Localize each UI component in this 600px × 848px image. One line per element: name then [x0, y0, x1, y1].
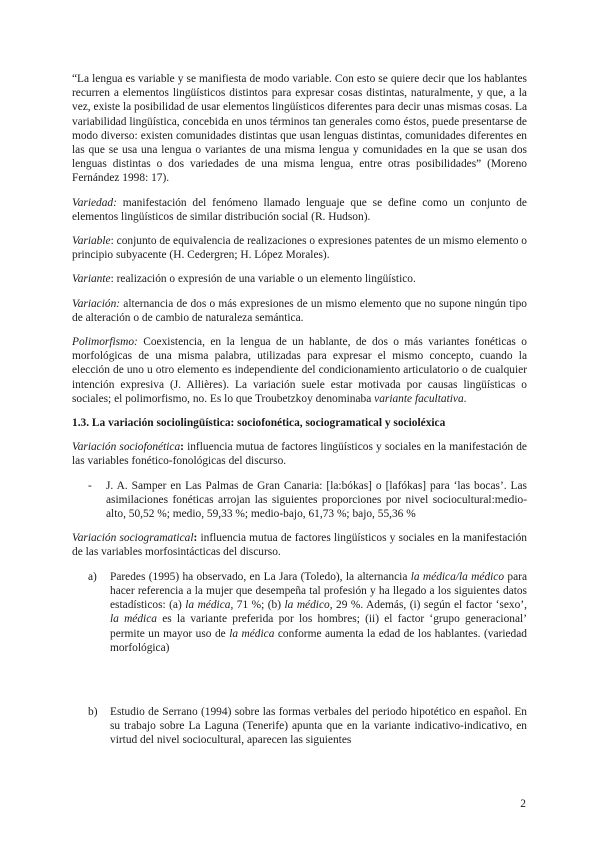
- list-item-a: [72, 570, 527, 655]
- item-italic: la médica: [110, 613, 157, 626]
- definition-sociogramatical: [72, 531, 527, 559]
- definition-variante: [72, 272, 527, 286]
- definition-polimorfismo: [72, 335, 527, 406]
- item-text: , 29 %. Además, (i) según el factor ‘sexo’,: [329, 599, 527, 612]
- definition-end: .: [463, 392, 467, 405]
- page-number: 2: [520, 798, 526, 810]
- section-heading: 1.3. La variación sociolingüística: sociofonética, sociogramatical y socioléxica: [72, 417, 446, 430]
- term-sociofonetica: Variación sociofonética: [72, 441, 181, 454]
- term-sociogramatical: Variación sociogramatical: [72, 532, 194, 545]
- definition-text: influencia mutua de factores lingüísticos y sociales en la manifestación de las variables fonético-fonológicas del discurso.: [72, 441, 527, 468]
- definition-text: : conjunto de equivalencia de realizaciones o expresiones patentes de un mismo elemento o principio subyacente (H. Cedergren; H. López Morales).: [72, 235, 527, 262]
- definition-text: influencia mutua de factores lingüísticos y sociales en la manifestación de las variables morfosintácticas del discurso.: [72, 532, 527, 559]
- item-italic: la médico: [284, 599, 330, 612]
- term-colon: :: [193, 532, 198, 545]
- term-variante: Variante: [72, 273, 111, 286]
- item-italic: la médica/la médico: [410, 570, 505, 583]
- moreno-quote: “La lengua es variable y se manifiesta de modo variable. Con esto se quiere decir que los hablantes recurren a elementos lingüísticos distintos para expresar cosas distintas, naturalmente, y que, a la vez, existe la posibilidad de usar elementos lingüísticos diferentes para decir unas mismas cosas. La variabilidad lingüística, concebida en unos términos tan generales como éstos, puede presentarse de modo diverso: existen comunidades distintas que usan lenguas distintas, comunidades diferentes en las que se usa una lengua o variantes de una misma lengua y comunidades en la que se usan dos lenguas distintas o dos variedades de una misma lengua, entre otras posibilidades” (Moreno Fernández 1998: 17).: [72, 73, 527, 185]
- term-variable: Variable: [72, 235, 111, 248]
- list-item-b: [72, 705, 527, 748]
- definition-text: alternancia de dos o más expresiones de un mismo elemento que no supone ningún tipo de alteración o de cambio de naturaleza semántica.: [72, 297, 527, 324]
- term-variante-facultativa: variante facultativa: [374, 392, 464, 405]
- item-text: Paredes (1995) ha observado, en La Jara (Toledo), la alternancia: [110, 570, 411, 583]
- item-text: es la variante preferida por los hombres; (ii) el factor ‘grupo generacional’ permite un mayor uso de: [110, 613, 527, 640]
- example-text: J. A. Samper en Las Palmas de Gran Canaria: [la:bókas] o [lafókas] para ‘las bocas’. Las asimilaciones fonéticas arrojan las siguientes proporciones por nivel sociocultural:medio-alto, 50,52 %; medio, 59,33 %; medio-bajo, 61,73 %; bajo, 55,36 %: [106, 479, 527, 521]
- list-marker-b: b): [88, 705, 98, 718]
- definition-text: : realización o expresión de una variable o un elemento lingüístico.: [110, 273, 416, 286]
- item-italic: la médica: [229, 627, 275, 640]
- item-text: Estudio de Serrano (1994) sobre las formas verbales del periodo hipotético en español. En su trabajo sobre La Laguna (Tenerife) apunta que en la variante indicativo-indicativo, en virtud del nivel sociocultural, aparecen las siguientes: [110, 705, 527, 747]
- definition-variacion: [72, 297, 527, 325]
- page-content: [72, 72, 527, 758]
- spacer: [72, 665, 527, 705]
- definition-sociofonetica: [72, 440, 527, 468]
- list-marker-a: a): [88, 570, 97, 583]
- item-text: , 71 %; (b): [230, 599, 285, 612]
- term-variacion: Variación:: [72, 297, 121, 310]
- definition-text: manifestación del fenómeno llamado lenguaje que se define como un conjunto de elementos lingüísticos de similar distribución social (R. Hudson).: [72, 196, 527, 223]
- item-text: para hacer referencia a la mujer que desempeña tal profesión y ha llegado a los siguientes datos estadísticos: (a): [110, 570, 527, 612]
- dash-bullet: -: [88, 479, 92, 492]
- item-text: conforme aumenta la edad de los hablantes. (variedad morfológica): [110, 627, 527, 654]
- definition-variedad: [72, 196, 527, 224]
- item-italic: la médica: [185, 599, 231, 612]
- definition-variable: [72, 234, 527, 262]
- term-polimorfismo: Polimorfismo:: [72, 336, 138, 349]
- term-variedad: Variedad:: [72, 196, 117, 209]
- term-colon: :: [180, 441, 184, 454]
- example-samper: [72, 479, 527, 522]
- definition-text: Coexistencia, en la lengua de un hablante, de dos o más variantes fonéticas o morfológicas de una misma palabra, utilizadas para expresar el mismo concepto, cuando la elección de uno u otro elemento es independiente del condicionamiento articulatorio o de cualquier intención expresiva (J. Allières). La variación suele estar motivada por causas lingüísticas o sociales; el polimorfismo, no. Es lo que Troubetzkoy denominaba: [72, 336, 527, 405]
